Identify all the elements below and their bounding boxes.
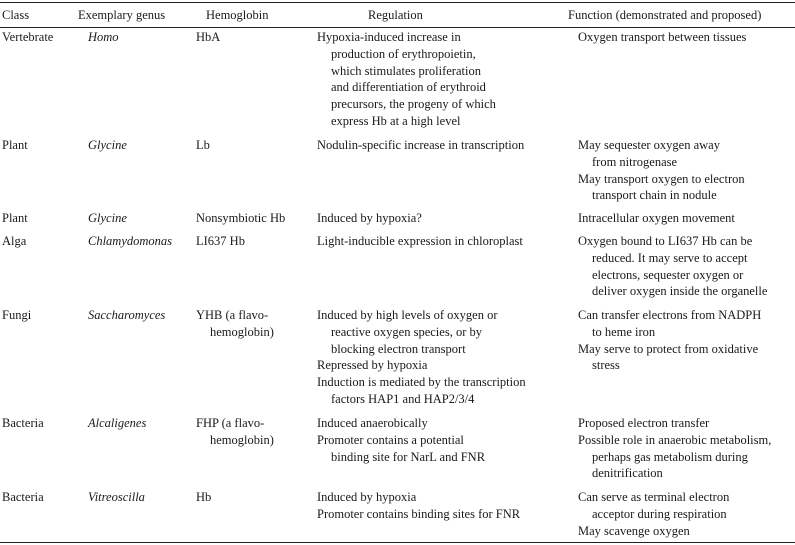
regulation-line: and differentiation of erythroid [331,80,486,95]
hemoglobin-line: YHB (a flavo- [196,308,269,322]
function-line: Possible role in anaerobic metabolism, [578,432,772,447]
header-function: Function (demonstrated and proposed) [568,8,762,22]
function-line: May scavenge oxygen [578,523,690,538]
function-line: perhaps gas metabolism during [592,449,748,464]
regulation-line: binding site for NarL and FNR [331,449,486,464]
regulation-line: Induced by hypoxia? [317,211,422,225]
function-cell [578,233,767,300]
regulation-cell [317,233,523,250]
function-line: from nitrogenase [592,154,678,169]
regulation-line: precursors, the progeny of which [331,97,496,112]
hemoglobin-cell [196,233,245,250]
hemoglobin-line: Hb [196,490,212,504]
function-cell [578,415,771,482]
table-top-rule [0,2,795,3]
function-line: Oxygen bound to LI637 Hb can be [578,234,753,248]
regulation-line: Promoter contains a potential [317,432,464,447]
regulation-cell [317,307,526,408]
regulation-cell [317,210,422,227]
function-line: transport chain in nodule [592,188,717,203]
genus-cell: Glycine [88,138,127,152]
hemoglobin-cell [196,137,210,154]
function-line: deliver oxygen inside the organelle [592,284,768,299]
function-line: Proposed electron transfer [578,416,710,430]
function-cell [578,489,729,539]
regulation-line: Promoter contains binding sites for FNR [317,506,521,521]
hemoglobin-line: LI637 Hb [196,234,245,248]
regulation-line: Induced by high levels of oxygen or [317,308,498,322]
hemoglobin-line: Nonsymbiotic Hb [196,211,286,225]
genus-cell: Vitreoscilla [88,490,145,504]
regulation-line: express Hb at a high level [331,113,461,128]
header-class: Class [2,8,30,22]
regulation-line: factors HAP1 and HAP2/3/4 [331,391,475,406]
header-genus: Exemplary genus [78,8,166,22]
hemoglobin-cell [196,210,285,227]
regulation-line: Induced by hypoxia [317,490,417,504]
function-line: Can transfer electrons from NADPH [578,308,762,322]
class-cell: Vertebrate [2,30,54,44]
function-line: to heme iron [592,324,656,339]
class-cell: Plant [2,138,28,152]
class-cell: Fungi [2,308,32,322]
header-rule [0,27,795,28]
class-cell: Alga [2,234,27,248]
hemoglobin-line: HbA [196,30,221,44]
regulation-line: Nodulin-specific increase in transcription [317,138,525,152]
function-line: May transport oxygen to electron [578,171,745,186]
function-line: May serve to protect from oxidative [578,341,759,356]
function-cell [578,210,735,227]
function-line: May sequester oxygen away [578,138,720,152]
hemoglobin-line: hemoglobin) [210,324,274,339]
hemoglobin-cell [196,307,274,341]
function-line: acceptor during respiration [592,506,727,521]
regulation-cell [317,29,496,130]
function-line: electrons, sequester oxygen or [592,267,744,282]
genus-cell: Chlamydomonas [88,234,173,248]
hemoglobin-cell [196,415,274,449]
regulation-cell [317,415,485,465]
function-cell [578,29,746,46]
function-cell [578,307,761,374]
regulation-line: which stimulates proliferation [331,63,481,78]
regulation-line: production of erythropoietin, [331,46,476,61]
table-bottom-rule [0,542,795,543]
function-line: Can serve as terminal electron [578,490,730,504]
hemoglobin-line: FHP (a flavo- [196,416,265,430]
function-line: denitrification [592,466,663,481]
hemoglobin-cell [196,29,220,46]
function-line: Oxygen transport between tissues [578,30,747,44]
header-regulation: Regulation [368,8,423,22]
regulation-line: reactive oxygen species, or by [331,324,482,339]
class-cell: Bacteria [2,490,44,504]
hemoglobin-cell [196,489,211,506]
regulation-cell [317,137,524,154]
function-line: Intracellular oxygen movement [578,211,735,225]
function-line: reduced. It may serve to accept [592,250,748,265]
regulation-line: blocking electron transport [331,341,466,356]
function-cell [578,137,745,204]
regulation-line: Induction is mediated by the transcription [317,375,526,390]
regulation-line: Repressed by hypoxia [317,358,428,373]
genus-cell: Homo [88,30,119,44]
regulation-line: Light-inducible expression in chloroplast [317,234,523,248]
function-line: stress [592,358,620,373]
header-hemoglobin: Hemoglobin [206,8,269,22]
regulation-line: Hypoxia-induced increase in [317,30,461,44]
class-cell: Plant [2,211,28,225]
class-cell: Bacteria [2,416,44,430]
hemoglobin-line: Lb [196,138,210,152]
hemoglobin-line: hemoglobin) [210,432,274,447]
regulation-cell [317,489,520,523]
genus-cell: Saccharomyces [88,308,166,322]
genus-cell: Alcaligenes [88,416,147,430]
genus-cell: Glycine [88,211,127,225]
regulation-line: Induced anaerobically [317,416,428,430]
